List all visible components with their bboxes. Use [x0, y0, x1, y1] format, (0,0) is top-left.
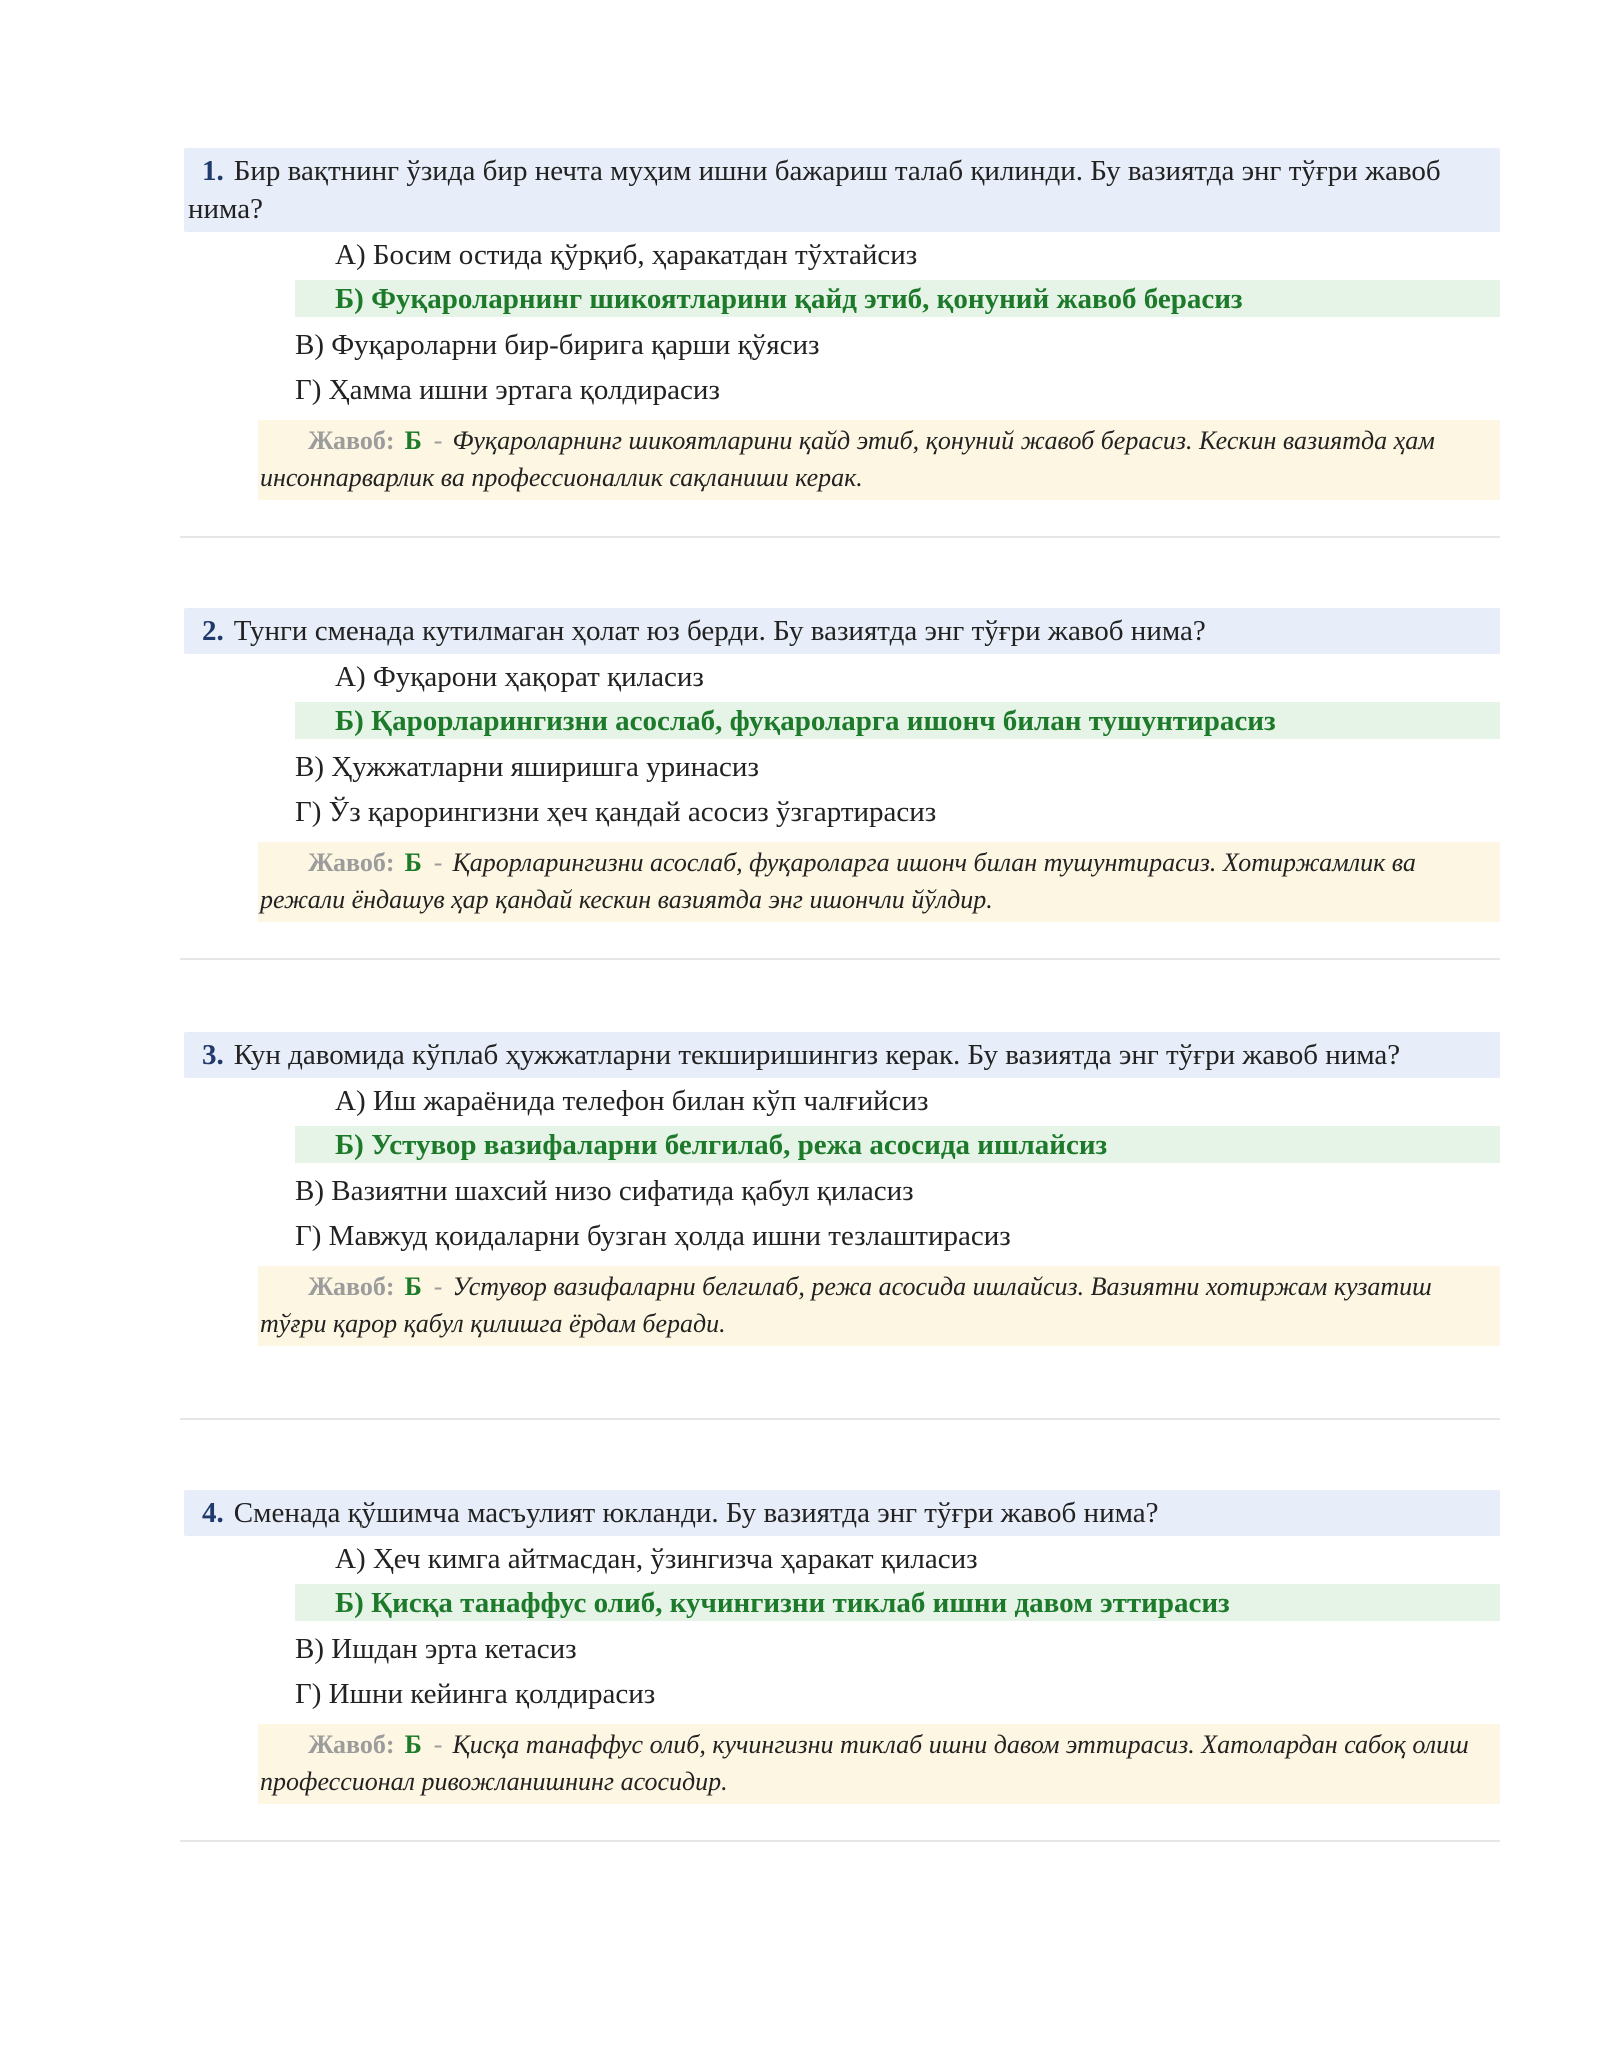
question-text: Бир вақтнинг ўзида бир нечта муҳим ишни бажариш талаб қилинди. Бу вазиятда энг тўғри жавоб нима? [188, 155, 1441, 225]
question-2 [180, 608, 1500, 922]
question-header [184, 608, 1500, 654]
answer-dash: - [433, 426, 443, 455]
answer-text: Устувор вазифаларни белгилаб, режа асосида ишлайсиз. Вазиятни хотиржам кузатиш тўғри қарор қабул қилишга ёрдам беради. [260, 1272, 1432, 1338]
answer-dash: - [433, 1272, 443, 1301]
option-g: Г) Ишни кейинга қолдирасиз [295, 1678, 656, 1710]
question-4 [180, 1490, 1500, 1804]
answer-letter: Б [404, 426, 422, 455]
answer-letter: Б [404, 1730, 422, 1759]
option-a: А) Фуқарони ҳақорат қиласиз [335, 661, 704, 693]
option-g: Г) Ҳамма ишни эртага қолдирасиз [295, 374, 720, 406]
question-number: 1. [202, 155, 224, 187]
answer-label: Жавоб: [308, 1730, 395, 1759]
divider [180, 958, 1500, 960]
option-g: Г) Ўз қарорингизни ҳеч қандай асосиз ўзгартирасиз [295, 796, 937, 828]
divider [180, 1418, 1500, 1420]
divider [180, 536, 1500, 538]
option-g: Г) Мавжуд қоидаларни бузган ҳолда ишни тезлаштирасиз [295, 1220, 1011, 1252]
question-text: Сменада қўшимча масъулият юкланди. Бу вазиятда энг тўғри жавоб нима? [233, 1497, 1159, 1529]
divider [180, 1840, 1500, 1842]
option-b-correct: Б) Фуқароларнинг шикоятларини қайд этиб, қонуний жавоб берасиз [295, 280, 1500, 317]
question-1 [180, 148, 1500, 500]
question-number: 3. [202, 1039, 224, 1071]
option-a: А) Босим остида қўрқиб, ҳаракатдан тўхтайсиз [335, 239, 918, 271]
answer-text: Қарорларингизни асослаб, фуқароларга ишонч билан тушунтирасиз. Хотиржамлик ва режали ёндашув ҳар қандай кескин вазиятда энг ишончли йўлдир. [260, 848, 1416, 914]
option-v: В) Фуқароларни бир-бирига қарши қўясиз [295, 329, 820, 361]
option-v: В) Ҳужжатларни яширишга уринасиз [295, 751, 759, 783]
option-b-correct: Б) Қарорларингизни асослаб, фуқароларга ишонч билан тушунтирасиз [295, 702, 1500, 739]
answer-dash: - [433, 848, 443, 877]
answer-dash: - [433, 1730, 443, 1759]
question-header [184, 148, 1500, 232]
option-v: В) Ишдан эрта кетасиз [295, 1633, 577, 1665]
answer-box [258, 1724, 1500, 1804]
answer-label: Жавоб: [308, 426, 395, 455]
question-number: 4. [202, 1497, 224, 1529]
answer-letter: Б [404, 1272, 422, 1301]
answer-text: Фуқароларнинг шикоятларини қайд этиб, қонуний жавоб берасиз. Кескин вазиятда ҳам инсонпарварлик ва профессионаллик сақланиши керак. [260, 426, 1435, 492]
answer-letter: Б [404, 848, 422, 877]
question-text: Тунги сменада кутилмаган ҳолат юз берди. Бу вазиятда энг тўғри жавоб нима? [233, 615, 1206, 647]
question-header [184, 1032, 1500, 1078]
answer-label: Жавоб: [308, 1272, 395, 1301]
answer-box [258, 1266, 1500, 1346]
question-header [184, 1490, 1500, 1536]
option-b-correct: Б) Қисқа танаффус олиб, кучингизни тиклаб ишни давом эттирасиз [295, 1584, 1500, 1621]
question-number: 2. [202, 615, 224, 647]
question-3 [180, 1032, 1500, 1346]
answer-text: Қисқа танаффус олиб, кучингизни тиклаб ишни давом эттирасиз. Хатолардан сабоқ олиш профессионал ривожланишнинг асосидир. [260, 1730, 1469, 1796]
option-a: А) Иш жараёнида телефон билан кўп чалғийсиз [335, 1085, 929, 1117]
option-v: В) Вазиятни шахсий низо сифатида қабул қиласиз [295, 1175, 914, 1207]
option-a: А) Ҳеч кимга айтмасдан, ўзингизча ҳаракат қиласиз [335, 1543, 978, 1575]
question-text: Кун давомида кўплаб ҳужжатларни текширишингиз керак. Бу вазиятда энг тўғри жавоб нима? [233, 1039, 1401, 1071]
answer-box [258, 842, 1500, 922]
answer-label: Жавоб: [308, 848, 395, 877]
option-b-correct: Б) Устувор вазифаларни белгилаб, режа асосида ишлайсиз [295, 1126, 1500, 1163]
answer-box [258, 420, 1500, 500]
